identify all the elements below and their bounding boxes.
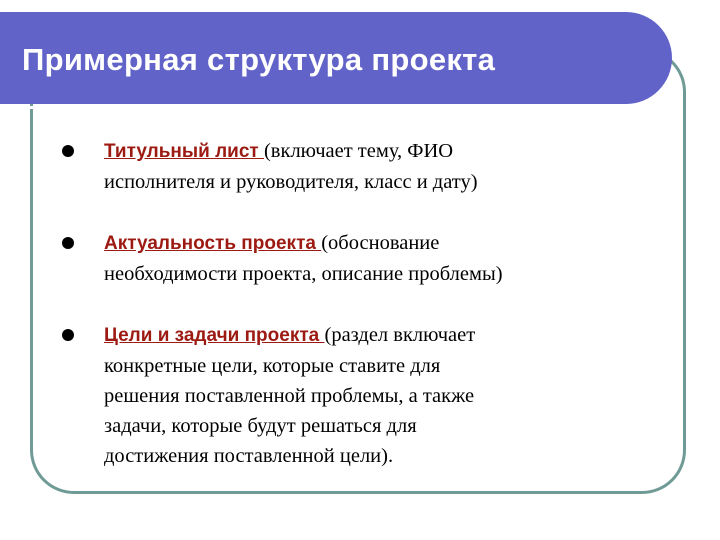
list-item-goals [58,320,654,471]
bullet-list [58,136,654,471]
item-text: необходимости проекта, описание проблемы) [104,263,503,285]
item-first-line [104,228,654,259]
item-text: решения поставленной проблемы, а также [104,385,475,407]
item-text: (включает тему, ФИО [263,140,454,162]
item-term: Титульный лист [104,141,264,162]
bullet-icon [62,329,74,341]
bullet-icon [62,237,74,249]
item-text: (раздел включает [324,324,476,346]
list-item-title-page [58,136,654,197]
item-term: Цели и задачи проекта [104,325,325,346]
item-text: задачи, которые будут решаться для [104,415,417,437]
item-text: достижения поставленной цели). [104,445,394,467]
title-underline [0,106,636,109]
item-text: исполнителя и руководителя, класс и дату) [104,171,478,193]
item-first-line [104,320,654,351]
bullet-icon [62,145,74,157]
title-bar [0,12,672,104]
item-first-line [104,136,654,167]
item-term: Актуальность проекта [104,233,322,254]
item-text: конкретные цели, которые ставите для [104,355,441,377]
slide-title: Примерная структура проекта [22,42,496,77]
list-item-relevance [58,228,654,289]
item-text: (обоснование [321,232,440,254]
